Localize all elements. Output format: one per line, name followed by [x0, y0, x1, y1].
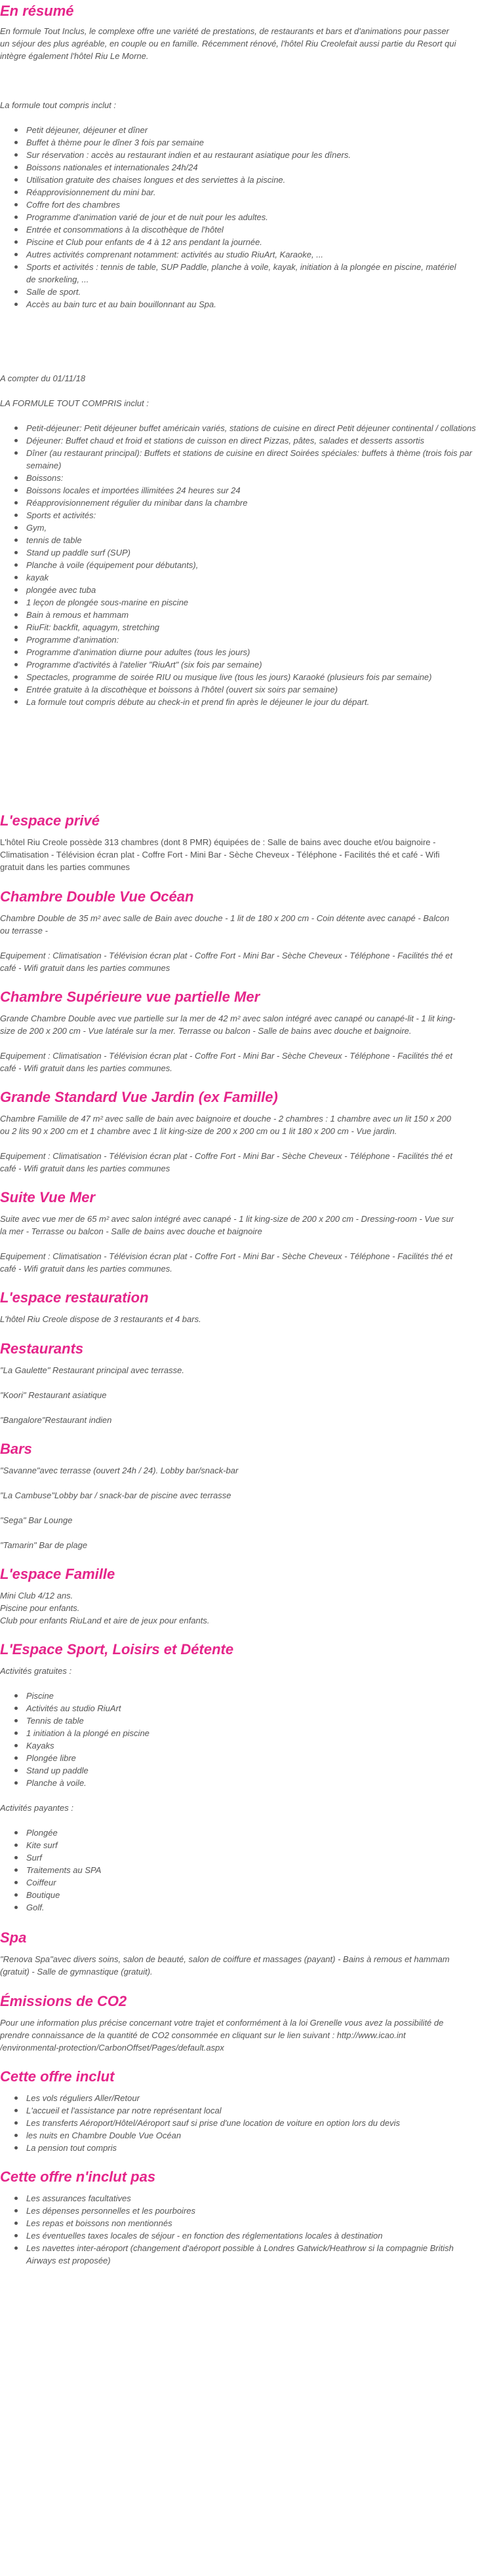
list-item: Activités au studio RiuArt [0, 1702, 459, 1714]
list-item: Sports et activités: [0, 509, 479, 521]
famille-line: Club pour enfants RiuLand et aire de jeux pour enfants. [0, 1616, 210, 1625]
co2-link[interactable]: /environmental-protection/CarbonOffset/Pages/default.aspx [0, 2043, 224, 2053]
list-item: kayak [0, 571, 479, 584]
list-item: Utilisation gratuite des chaises longues et des serviettes à la piscine. [0, 174, 459, 186]
list-item: Programme d'animation varié de jour et de nuit pour les adultes. [0, 211, 459, 223]
list-item: Les repas et boissons non mentionnés [0, 2217, 479, 2229]
list-item: Planche à voile (équipement pour débutants), [0, 559, 479, 571]
room-desc-line: Chambre Familile de 47 m² avec salle de bain avec baignoire et douche - 2 chambres : 1 chambre avec un lit 150 x 200 [0, 1114, 451, 1124]
list-item: Entrée et consommations à la discothèque de l'hôtel [0, 223, 459, 236]
list-item: Programme d'animation diurne pour adultes (tous les jours) [0, 646, 479, 658]
bar-item: "Savanne"avec terrasse (ouvert 24h / 24). Lobby bar/snack-bar [0, 1466, 239, 1475]
list-item: Plongée [0, 1827, 459, 1839]
list-item: plongée avec tuba [0, 584, 479, 596]
list-item: Programme d'activités à l'atelier "RiuArt" (six fois par semaine) [0, 658, 479, 671]
room-desc-line: ou 2 lits 90 x 200 cm et 1 chambre avec 1 lit king-size de 200 x 200 cm ou 1 lit 180 x 200 cm - Vue jardin. [0, 1126, 397, 1136]
list-item: Les navettes inter-aéroport (changement d'aéroport possible à Londres Gatwick/Heathrow si la compagnie British Airways est proposée) [0, 2242, 479, 2267]
room-equip-line: café - Wifi gratuit dans les parties communes. [0, 1264, 172, 1274]
list-item: Boissons: [0, 472, 479, 484]
list-item: Les transferts Aéroport/Hôtel/Aéroport sauf si prise d'une location de voiture en option lors du devis [0, 2117, 479, 2129]
room-equip-line: café - Wifi gratuit dans les parties communes [0, 1164, 170, 1173]
famille-line: Mini Club 4/12 ans. [0, 1591, 73, 1601]
resume-intro-line: En formule Tout Inclus, le complexe offre une variété de prestations, de restaurants et bars et d'animations pour passer [0, 26, 449, 36]
room-desc-line: size de 200 x 200 cm - Vue latérale sur la mer. Terrasse ou balcon - Salle de bains avec douche et baignoire. [0, 1026, 412, 1036]
free-activities-label: Activités gratuites : [0, 1666, 72, 1676]
section-title-spa: Spa [0, 1929, 27, 1946]
spa-line: "Renova Spa"avec divers soins, salon de beauté, salon de coiffure et massages (payant) - Bains à remous et hammam [0, 1954, 450, 1964]
formula-label: La formule tout compris inclut : [0, 100, 117, 110]
list-item: Buffet à thème pour le dîner 3 fois par semaine [0, 136, 459, 149]
section-title-bars: Bars [0, 1441, 32, 1457]
list-item: Les éventuelles taxes locales de séjour - en fonction des réglementations locales à destination [0, 2229, 479, 2242]
room-equip-line: café - Wifi gratuit dans les parties communes [0, 963, 170, 973]
list-item: Traitements au SPA [0, 1864, 459, 1876]
list-item: Entrée gratuite à la discothèque et boissons à l'hôtel (ouvert six soirs par semaine) [0, 683, 479, 696]
date-line: A compter du 01/11/18 [0, 373, 86, 383]
prive-line: gratuit dans les parties communes [0, 862, 130, 872]
list-item: Les assurances facultatives [0, 2192, 479, 2205]
list-item: Stand up paddle [0, 1764, 459, 1777]
section-title-inclut: Cette offre inclut [0, 2068, 115, 2085]
restauration-text: L'hôtel Riu Creole dispose de 3 restaurants et 4 bars. [0, 1314, 201, 1324]
list-item: Tennis de table [0, 1714, 459, 1727]
list-item: Réapprovisionnement du mini bar. [0, 186, 459, 199]
section-title-famille: L'espace Famille [0, 1566, 115, 1582]
list-item: Autres activités comprenant notamment: activités au studio RiuArt, Karaoke, ... [0, 248, 459, 261]
room-equip-line: Equipement : Climatisation - Télévision écran plat - Coffre Fort - Mini Bar - Sèche Cheveux - Téléphone - Facilités thé et [0, 1151, 453, 1161]
paid-activities-list [0, 1827, 459, 1914]
list-item: Coiffeur [0, 1876, 459, 1889]
list-item: Coffre fort des chambres [0, 199, 459, 211]
section-title-co2: Émissions de CO2 [0, 1993, 127, 2009]
list-item: 1 leçon de plongée sous-marine en piscine [0, 596, 479, 609]
list-item: Accès au bain turc et au bain bouillonnant au Spa. [0, 298, 459, 311]
list-item: Spectacles, programme de soirée RIU ou musique live (tous les jours) Karaoké (plusieurs fois par semaine) [0, 671, 479, 683]
room-desc-line: la mer - Terrasse ou balcon - Salle de bains avec douche et baignoire [0, 1226, 262, 1236]
list-item: Petit déjeuner, déjeuner et dîner [0, 124, 459, 136]
room-desc-line: Suite avec vue mer de 65 m² avec salon intégré avec canapé - 1 lit king-size de 200 x 200 cm - Dressing-room - Vue sur [0, 1214, 454, 1224]
bar-item: "La Cambuse"Lobby bar / snack-bar de piscine avec terrasse [0, 1490, 231, 1500]
list-item: Les vols réguliers Aller/Retour [0, 2092, 479, 2104]
room-title: Suite Vue Mer [0, 1189, 96, 1205]
list-item: Piscine [0, 1690, 459, 1702]
section-title-restaurants: Restaurants [0, 1340, 84, 1357]
co2-line: Pour une information plus précise concernant votre trajet et conformément à la loi Grenelle vous avez la possibilité de [0, 2018, 444, 2028]
formula-list [0, 124, 459, 311]
restaurant-item: "La Gaulette" Restaurant principal avec terrasse. [0, 1365, 184, 1375]
formula-label-2: LA FORMULE TOUT COMPRIS inclut : [0, 398, 149, 408]
prive-line: Climatisation - Télévision écran plat - Coffre Fort - Mini Bar - Sèche Cheveux - Téléphone - Facilités thé et café - Wifi [0, 850, 440, 860]
list-item: Plongée libre [0, 1752, 459, 1764]
room-title: Chambre Double Vue Océan [0, 888, 194, 905]
co2-line: prendre connaissance de la quantité de CO2 consommée en cliquant sur le lien suivant : http://www.icao.int [0, 2030, 406, 2040]
list-item: Golf. [0, 1901, 459, 1914]
list-item: Sports et activités : tennis de table, SUP Paddle, planche à voile, kayak, initiation à la plongée en piscine, matériel de snorkeling, ... [0, 261, 459, 286]
list-item: Boutique [0, 1889, 459, 1901]
inclut-list [0, 2092, 479, 2154]
list-item: Réapprovisionnement régulier du minibar dans la chambre [0, 497, 479, 509]
spa-line: (gratuit) - Salle de gymnastique (gratuit). [0, 1967, 153, 1977]
section-title-ninclut: Cette offre n'inclut pas [0, 2169, 156, 2185]
list-item: Les dépenses personnelles et les pourboires [0, 2205, 479, 2217]
list-item: Kite surf [0, 1839, 459, 1851]
section-title-resume: En résumé [0, 3, 74, 19]
list-item: Bain à remous et hammam [0, 609, 479, 621]
free-activities-list [0, 1690, 459, 1789]
restaurant-item: "Bangalore"Restaurant indien [0, 1415, 112, 1425]
list-item: 1 initiation à la plongé en piscine [0, 1727, 459, 1739]
list-item: Petit-déjeuner: Petit déjeuner buffet américain variés, stations de cuisine en direct Petit déjeuner continental / collations [0, 422, 479, 434]
list-item: RiuFit: backfit, aquagym, stretching [0, 621, 479, 634]
paid-activities-label: Activités payantes : [0, 1803, 73, 1813]
list-item: Planche à voile. [0, 1777, 459, 1789]
section-title-prive: L'espace privé [0, 812, 100, 829]
room-desc-line: Chambre Double de 35 m² avec salle de Bain avec douche - 1 lit de 180 x 200 cm - Coin détente avec canapé - Balcon [0, 913, 450, 923]
section-title-sport: L'Espace Sport, Loisirs et Détente [0, 1641, 234, 1657]
room-title: Grande Standard Vue Jardin (ex Famille) [0, 1089, 278, 1105]
list-item: La formule tout compris débute au check-in et prend fin après le déjeuner le jour du départ. [0, 696, 479, 708]
prive-line: L'hôtel Riu Creole possède 313 chambres (dont 8 PMR) équipées de : Salle de bains avec douche et/ou baignoire - [0, 837, 436, 847]
bar-item: "Sega" Bar Lounge [0, 1515, 73, 1525]
list-item: Programme d'animation: [0, 634, 479, 646]
room-title: Chambre Supérieure vue partielle Mer [0, 989, 260, 1005]
list-item: Stand up paddle surf (SUP) [0, 546, 479, 559]
resume-intro-line: intègre également l'hôtel Riu Le Morne. [0, 51, 149, 61]
formula-list-2 [0, 422, 479, 708]
room-desc-line: Grande Chambre Double avec vue partielle sur la mer de 42 m² avec salon intégré avec canapé ou canapé-lit - 1 lit king- [0, 1013, 456, 1023]
room-equip-line: Equipement : Climatisation - Télévision écran plat - Coffre Fort - Mini Bar - Sèche Cheveux - Téléphone - Facilités thé et [0, 951, 453, 960]
list-item: Kayaks [0, 1739, 459, 1752]
list-item: Dîner (au restaurant principal): Buffets et stations de cuisine en direct Soirées spéciales: buffets à thème (trois fois par semaine) [0, 447, 479, 472]
room-equip-line: Equipement : Climatisation - Télévision écran plat - Coffre Fort - Mini Bar - Sèche Cheveux - Téléphone - Facilités thé et [0, 1251, 453, 1261]
list-item: Salle de sport. [0, 286, 459, 298]
famille-line: Piscine pour enfants. [0, 1603, 80, 1613]
list-item: tennis de table [0, 534, 479, 546]
list-item: les nuits en Chambre Double Vue Océan [0, 2129, 479, 2142]
bar-item: "Tamarin" Bar de plage [0, 1540, 88, 1550]
section-title-restauration: L'espace restauration [0, 1289, 149, 1306]
room-desc-line: ou terrasse - [0, 926, 48, 936]
list-item: Boissons nationales et internationales 24h/24 [0, 161, 459, 174]
restaurant-item: "Koori" Restaurant asiatique [0, 1390, 107, 1400]
room-equip-line: Equipement : Climatisation - Télévision écran plat - Coffre Fort - Mini Bar - Sèche Cheveux - Téléphone - Facilités thé et [0, 1051, 453, 1061]
list-item: Piscine et Club pour enfants de 4 à 12 ans pendant la journée. [0, 236, 459, 248]
ninclut-list [0, 2192, 479, 2267]
list-item: Surf [0, 1851, 459, 1864]
resume-intro-line: un séjour des plus agréable, en couple ou en famille. Récemment rénové, l'hôtel Riu Creolefait aussi partie du Resort qui [0, 39, 456, 48]
list-item: Gym, [0, 521, 479, 534]
room-equip-line: café - Wifi gratuit dans les parties communes. [0, 1063, 172, 1073]
list-item: La pension tout compris [0, 2142, 479, 2154]
list-item: Déjeuner: Buffet chaud et froid et stations de cuisson en direct Pizzas, pâtes, salades et desserts assortis [0, 434, 479, 447]
list-item: Boissons locales et importées illimitées 24 heures sur 24 [0, 484, 479, 497]
list-item: Sur réservation : accès au restaurant indien et au restaurant asiatique pour les dîners. [0, 149, 459, 161]
list-item: L'accueil et l'assistance par notre représentant local [0, 2104, 479, 2117]
